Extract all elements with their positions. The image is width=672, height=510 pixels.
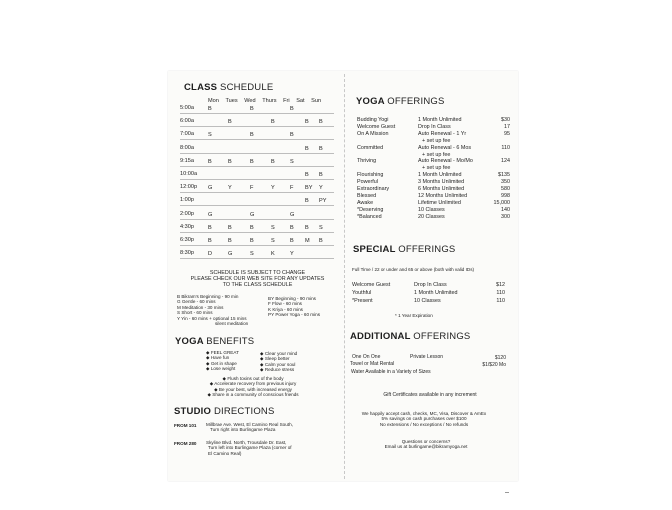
offering-name: Flourishing <box>357 172 384 179</box>
day-header: Sat <box>296 98 305 104</box>
schedule-cell: Y <box>290 251 294 258</box>
legend-item: M Meditation - 30 mins <box>177 304 224 310</box>
offering-desc: Auto Renewal - 6 Mos <box>418 144 472 151</box>
schedule-cell: G <box>228 251 233 258</box>
day-header: Mon <box>208 98 219 104</box>
schedule-cell: B <box>228 119 232 126</box>
benefit-item: ◆ Have fun <box>206 355 230 361</box>
offering-price: 95 <box>504 130 510 137</box>
offering-desc: + set up fee <box>422 137 451 144</box>
schedule-time: 6:30p <box>180 237 194 243</box>
offering-price: 580 <box>501 186 510 192</box>
water-note: Water Available in a Variety of Sizes <box>351 369 431 375</box>
legend-item: B Bikram's Beginning - 90 min <box>177 294 239 299</box>
legend-item: Y Yin - 60 mins + optional 15 mins <box>177 315 247 321</box>
schedule-cell: B <box>250 106 254 112</box>
class-schedule-heading: CLASS SCHEDULE <box>184 82 274 93</box>
schedule-cell: B <box>290 132 294 139</box>
schedule-cell: S <box>271 224 275 231</box>
schedule-cell: M <box>305 238 310 244</box>
schedule-cell: B <box>305 119 309 126</box>
offering-desc: Drop In Class <box>418 123 451 130</box>
schedule-cell: B <box>250 224 254 231</box>
schedule-cell: S <box>319 224 323 231</box>
schedule-time: 4:30p <box>180 223 194 230</box>
schedule-row <box>180 118 334 127</box>
one-on-one-label: One On One <box>352 354 381 360</box>
offering-desc: 1 Month Unlimited <box>418 117 462 123</box>
page-mark <box>505 492 509 493</box>
offering-desc: 1 Month Unlimited <box>418 172 462 179</box>
offering-desc: 12 Months Unlimited <box>418 192 468 199</box>
schedule-row <box>180 145 334 154</box>
from-280-label: FROM 280 <box>174 441 197 446</box>
schedule-cell: S <box>290 158 294 165</box>
offering-price: 15,000 <box>493 199 510 206</box>
offering-desc: + set up fee <box>422 165 451 172</box>
day-header: Sun <box>311 98 322 104</box>
schedule-cell: B <box>290 106 294 112</box>
offering-name: Blessed <box>357 192 377 199</box>
schedule-time: 9:15a <box>180 157 194 164</box>
benefit-item: ◆ Reduce stress <box>260 367 295 373</box>
offering-price: 17 <box>504 123 510 130</box>
schedule-time: 6:00a <box>180 118 194 125</box>
schedule-cell: B <box>250 238 254 244</box>
schedule-row <box>180 250 334 259</box>
legend-item: BY Beginning - 90 mins <box>268 296 316 301</box>
schedule-cell: D <box>208 251 213 258</box>
legend-item: K Kriya - 60 mins <box>268 306 303 312</box>
benefit-item: ◆ Be your best, with increased energy <box>214 386 292 392</box>
benefit-item: ◆ Share in a community of conscious friends <box>207 392 299 398</box>
benefits-right-list <box>260 351 297 373</box>
offering-name: Committed <box>357 144 384 151</box>
private-lesson-label: Private Lesson <box>410 354 444 360</box>
schedule-time: 7:00a <box>180 131 194 138</box>
offering-name: On A Mission <box>357 130 389 137</box>
benefit-item: ◆ FEEL GREAT <box>206 350 239 355</box>
studio-directions-heading: STUDIO DIRECTIONS <box>174 406 275 417</box>
special-desc: Drop In Class <box>414 282 447 288</box>
schedule-cell: B <box>208 106 212 112</box>
schedule-cell: B <box>305 198 309 205</box>
day-header: Fri <box>283 98 290 104</box>
schedule-cell: BY <box>305 185 313 192</box>
schedule-row <box>180 184 334 193</box>
special-desc: 10 Classes <box>414 298 441 304</box>
benefit-item: ◆ Flush toxins out of the body <box>222 376 284 381</box>
schedule-cell: F <box>250 185 254 192</box>
schedule-row <box>180 131 334 140</box>
schedule-time: 1:00p <box>180 197 194 204</box>
direction-line: Skyline Blvd. North, Trousdale Dr. East, <box>206 440 287 445</box>
schedule-cell: G <box>208 185 213 192</box>
from-101-directions <box>206 422 293 433</box>
legend-item: S Short - 60 mins <box>177 310 213 316</box>
schedule-cell: S <box>250 251 254 258</box>
special-price: $12 <box>496 282 505 288</box>
offering-price: 110 <box>501 144 510 151</box>
schedule-cell: Y <box>271 185 275 192</box>
schedule-cell: B <box>271 158 275 165</box>
legend-item: F Flow - 60 mins <box>268 301 302 307</box>
benefit-item: ◆ Clear your mind <box>260 351 298 356</box>
schedule-note-line: TO THE CLASS SCHEDULE <box>222 282 293 289</box>
class-legend-right <box>268 296 320 318</box>
schedule-cell: Y <box>228 185 232 192</box>
schedule-row <box>180 105 334 114</box>
schedule-cell: B <box>319 119 323 126</box>
special-desc: 1 Month Unlimited <box>414 290 458 296</box>
offering-name: Extraordinary <box>357 186 390 192</box>
schedule-cell: G <box>208 211 213 218</box>
direction-line: Turn left into Burlingame Plaza (corner of <box>208 445 292 451</box>
benefit-item: ◆ Lose weight <box>206 366 236 372</box>
towel-mat-price: $1/$20 Mo <box>482 362 506 368</box>
schedule-row <box>180 211 334 220</box>
payment-policy <box>344 411 504 427</box>
payment-line: 5% savings on cash purchases over $100 <box>381 416 467 422</box>
offering-desc: Auto Renewal - 1 Yr <box>418 130 467 137</box>
offering-desc: 10 Classes <box>418 206 445 213</box>
schedule-cell: G <box>290 211 295 218</box>
special-price: 110 <box>496 298 505 304</box>
schedule-day-headers <box>208 98 326 104</box>
benefit-item: ◆ Accelerate recovery from previous injury <box>209 381 297 387</box>
schedule-cell: B <box>319 172 323 178</box>
special-name: Youthful <box>352 290 372 296</box>
offering-price: 350 <box>501 179 510 186</box>
schedule-cell: B <box>305 172 309 178</box>
direction-line: Millbrae Ave. West, El Camino Real South, <box>206 422 293 427</box>
offering-name: *Balanced <box>357 213 382 220</box>
schedule-note-line: PLEASE CHECK OUR WEB SITE FOR ANY UPDATES <box>190 276 325 283</box>
schedule-time: 8:00a <box>180 144 194 151</box>
special-offerings-heading: SPECIAL OFFERINGS <box>353 244 456 255</box>
offering-price: 300 <box>501 213 510 220</box>
schedule-cell: B <box>271 119 275 126</box>
payment-line: No extensions / No exceptions / No refunds <box>379 421 469 427</box>
offering-desc: Lifetime Unlimited <box>418 199 461 206</box>
benefit-item: ◆ Get in shape <box>206 360 237 366</box>
schedule-cell: F <box>290 185 294 192</box>
schedule-cell: B <box>305 224 309 231</box>
special-name: *Present <box>352 298 373 304</box>
schedule-cell: Y <box>319 185 323 192</box>
schedule-cell: B <box>208 224 212 231</box>
schedule-cell: PY <box>319 198 327 205</box>
offering-name: Thriving <box>357 158 377 165</box>
schedule-row <box>180 171 334 180</box>
schedule-cell: B <box>319 145 323 152</box>
benefit-item: ◆ Calm your soul <box>260 361 296 367</box>
benefits-left-list <box>206 350 239 372</box>
day-header: Tues <box>225 98 238 104</box>
schedule-cell: B <box>250 158 254 165</box>
additional-offerings-heading: ADDITIONAL OFFERINGS <box>350 331 471 342</box>
schedule-cell: B <box>319 238 323 244</box>
email-line: Email us at burlingame@bikramyoga.net <box>384 444 468 450</box>
special-offerings-intro: Full Time / 22 or under and 65 or above (both with valid IDs) <box>352 267 475 272</box>
offering-price: $30 <box>501 117 510 123</box>
benefits-centered-list <box>178 376 328 398</box>
schedule-cell: B <box>290 238 294 244</box>
contact-block <box>346 439 506 450</box>
schedule-row <box>180 237 334 246</box>
schedule-row <box>180 224 334 233</box>
offering-desc: 20 Classes <box>418 213 445 220</box>
offering-price: 998 <box>501 192 510 199</box>
benefit-item: ◆ Sleep better <box>260 356 290 362</box>
schedule-note <box>175 270 340 289</box>
schedule-time: 2:00p <box>180 210 194 217</box>
legend-item: G Gentle - 60 mins <box>177 299 216 305</box>
schedule-time: 10:00a <box>180 171 198 177</box>
schedule-note-line: SCHEDULE IS SUBJECT TO CHANGE <box>209 270 306 276</box>
offering-name: Powerful <box>357 179 378 186</box>
special-name: Welcome Guest <box>352 282 391 288</box>
schedule-cell: B <box>228 238 232 244</box>
private-lesson-price: $120 <box>494 355 506 361</box>
yoga-offerings-heading: YOGA OFFERINGS <box>356 96 445 107</box>
schedule-row <box>180 197 334 206</box>
schedule-cell: K <box>271 251 275 258</box>
schedule-row <box>180 158 334 167</box>
yoga-benefits-heading: YOGA BENEFITS <box>175 336 255 347</box>
day-header: Thurs <box>262 98 277 104</box>
legend-item: PY Power Yoga - 60 mins <box>268 312 321 318</box>
offering-desc: 6 Months Unlimited <box>418 186 465 192</box>
questions-line: Questions or concerns? <box>401 439 451 444</box>
offering-desc: Auto Renewal - Mo/Mo <box>418 158 473 165</box>
day-header: Wed <box>244 98 256 104</box>
class-legend-left <box>177 294 248 326</box>
from-101-label: FROM 101 <box>174 423 197 428</box>
schedule-cell: B <box>305 145 309 152</box>
towel-mat-label: Towel or Mat Rental <box>350 361 395 367</box>
payment-line: We happily accept cash, checks, MC, Visa, Discover & AmEx <box>361 411 487 416</box>
direction-line: El Camino Real) <box>208 450 242 456</box>
schedule-cell: B <box>208 158 212 165</box>
direction-line: Turn right into Burlingame Plaza <box>210 427 276 433</box>
from-280-directions <box>206 440 292 456</box>
schedule-cell: B <box>250 132 254 139</box>
schedule-cell: B <box>208 238 212 244</box>
schedule-time: 8:30p <box>180 250 194 257</box>
offering-name: Budding Yogi <box>357 117 389 123</box>
offering-price: 124 <box>501 158 510 165</box>
legend-item: silent meditation <box>215 321 249 327</box>
gift-certificates-note: Gift Certificates available in any increment <box>383 392 477 398</box>
offering-name: *Deserving <box>357 206 384 213</box>
schedule-cell: B <box>228 158 232 165</box>
schedule-time: 12:00p <box>180 184 198 191</box>
schedule-cell: S <box>271 238 275 244</box>
offering-price: 140 <box>501 206 510 213</box>
offering-name: Welcome Guest <box>357 123 396 130</box>
offering-price: $135 <box>498 172 510 179</box>
offering-name: Awake <box>357 199 374 206</box>
schedule-cell: G <box>250 211 255 218</box>
schedule-cell: B <box>228 224 232 231</box>
schedule-cell: B <box>290 224 294 231</box>
special-price: 110 <box>496 290 505 296</box>
offering-desc: + set up fee <box>422 151 451 158</box>
schedule-cell: S <box>208 132 212 139</box>
schedule-time: 5:00a <box>180 105 194 111</box>
offering-desc: 3 Months Unlimited <box>418 179 465 186</box>
special-offerings-footnote: * 1 Year Expiration <box>395 313 433 318</box>
